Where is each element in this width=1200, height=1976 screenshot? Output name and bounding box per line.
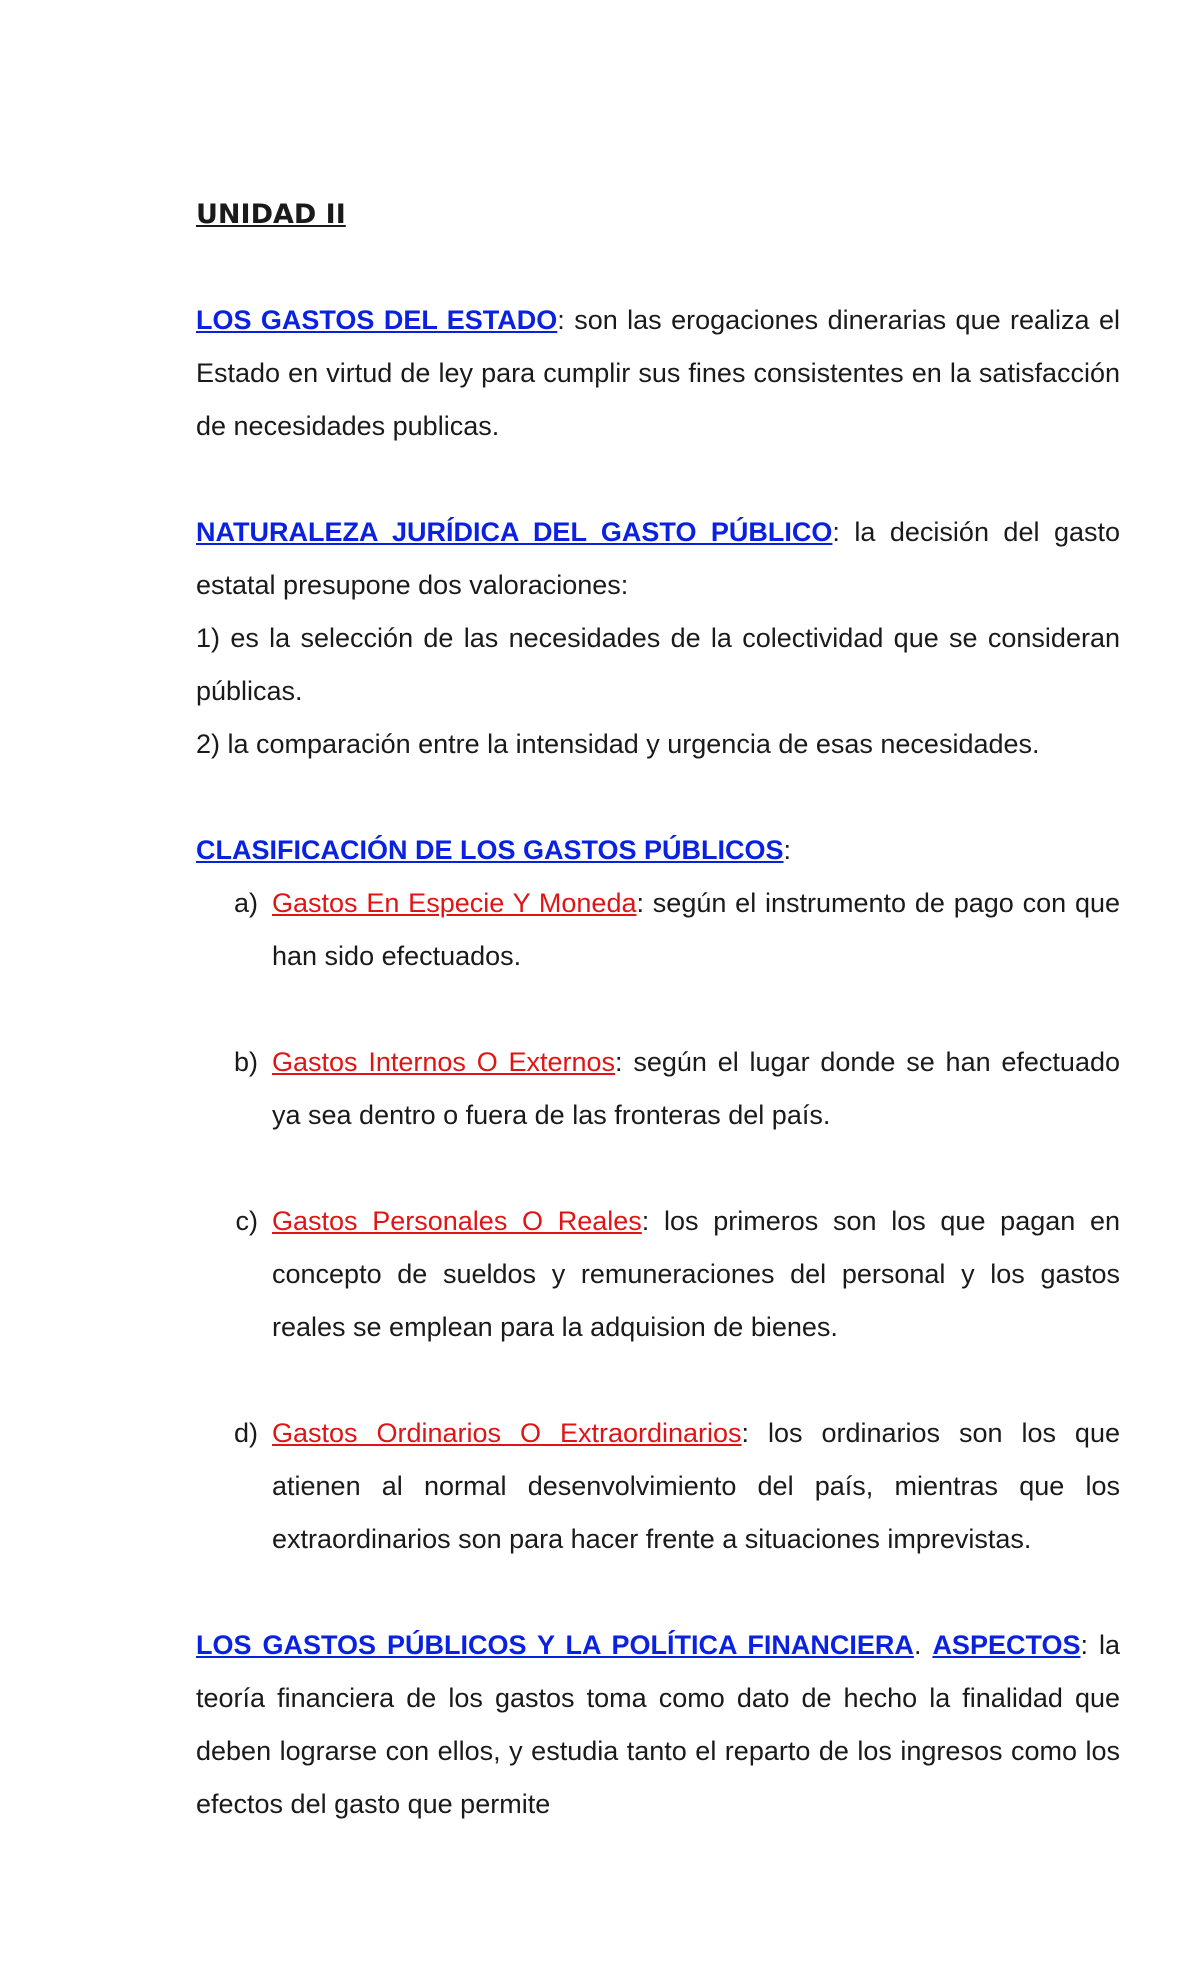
aspectos-text: : la teoría financiera de los gastos toma como dato de hecho la finalidad que deben lograrse con ellos, y estudia tanto el reparto de los ingresos como los efectos del gasto que permite (196, 1630, 1120, 1819)
list-item-text (272, 877, 1120, 983)
list-marker: d) (233, 1418, 258, 1448)
gastos-estado-heading: LOS GASTOS DEL ESTADO (196, 305, 558, 335)
list-item-term: Gastos Personales O Reales (272, 1206, 642, 1236)
document-content (196, 188, 1120, 1831)
naturaleza-heading: NATURALEZA JURÍDICA DEL GASTO PÚBLICO (196, 517, 833, 547)
list-item-description: : los ordinarios son los que atienen al normal desenvolvimiento del país, mientras que los extraordinarios son para hacer frente a situaciones imprevistas. (272, 1418, 1120, 1554)
politica-heading: LOS GASTOS PÚBLICOS Y LA POLÍTICA FINANCIERA (196, 1630, 914, 1660)
list-item-description: : según el instrumento de pago con que han sido efectuados. (272, 888, 1120, 971)
list-marker: a) (233, 888, 258, 918)
list-item-term: Gastos En Especie Y Moneda (272, 888, 637, 918)
aspectos-heading: ASPECTOS (932, 1630, 1081, 1660)
list-item (196, 1036, 1120, 1142)
gastos-estado-text: : son las erogaciones dinerarias que realiza el Estado en virtud de ley para cumplir sus fines consistentes en la satisfacción de necesidades publicas. (196, 305, 1120, 441)
politica-period: . (913, 1630, 922, 1660)
gastos-estado-paragraph (196, 294, 1120, 453)
list-item-description: : los primeros son los que pagan en concepto de sueldos y remuneraciones del personal y los gastos reales se emplean para la adquision de bienes. (272, 1206, 1120, 1342)
naturaleza-paragraph (196, 506, 1120, 612)
list-item-description: : según el lugar donde se han efectuado ya sea dentro o fuera de las fronteras del país. (272, 1047, 1120, 1130)
naturaleza-point-2: 2) la comparación entre la intensidad y urgencia de esas necesidades. (196, 729, 1040, 759)
list-item-text (272, 1407, 1120, 1566)
naturaleza-point-1: 1) es la selección de las necesidades de la colectividad que se consideran públicas. (196, 623, 1120, 706)
clasificacion-colon: : (783, 835, 792, 865)
list-item-text (272, 1195, 1120, 1354)
list-marker: c) (235, 1206, 258, 1236)
list-item (196, 1195, 1120, 1354)
list-item-term: Gastos Ordinarios O Extraordinarios (272, 1418, 742, 1448)
list-item-term: Gastos Internos O Externos (272, 1047, 616, 1077)
list-item-text (272, 1036, 1120, 1142)
list-item (196, 1407, 1120, 1566)
list-marker: b) (233, 1047, 258, 1077)
unit-title: UNIDAD II (196, 199, 346, 230)
clasificacion-heading-line (196, 824, 1120, 877)
naturaleza-text: : la decisión del gasto estatal presupone dos valoraciones: (196, 517, 1120, 600)
politica-paragraph (196, 1619, 1120, 1831)
clasificacion-heading: CLASIFICACIÓN DE LOS GASTOS PÚBLICOS (196, 835, 784, 865)
clasificacion-list (196, 877, 1120, 1566)
list-item (196, 877, 1120, 983)
